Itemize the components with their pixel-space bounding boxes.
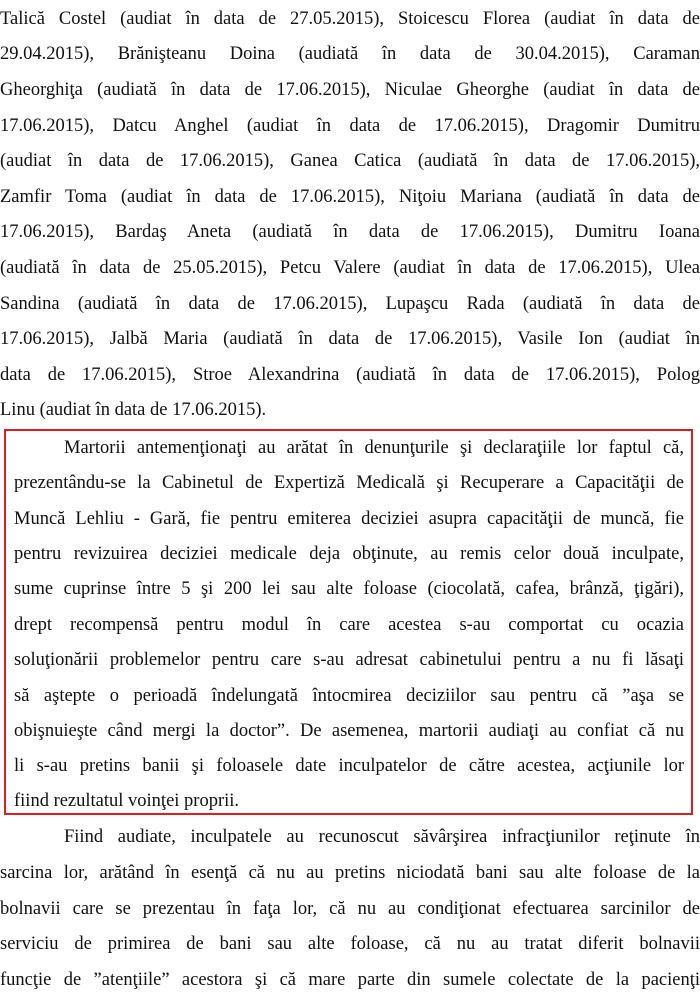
text-line: 17.06.2015), Jalbă Maria (audiată în data de 17.06.2015), Vasile Ion (audiat în	[0, 329, 700, 349]
text-line: Linu (audiat în data de 17.06.2015).	[0, 400, 267, 420]
text-line: sarcina lor, arătând în esenţă că nu au pretins niciodată bani sau alte foloase de la	[0, 863, 700, 883]
text-line: li s-au pretins banii şi foloasele date inculpatelor de către acestea, acţiunile lor	[14, 756, 684, 776]
text-line: Sandina (audiată în data de 17.06.2015), Lupaşcu Rada (audiată în data de	[0, 294, 700, 314]
text-line: Gheorghiţa (audiată în data de 17.06.2015), Niculae Gheorghe (audiat în data de	[0, 80, 700, 100]
text-line: sume cuprinse între 5 şi 200 lei sau alte foloase (ciocolată, cafea, brânză, ţigări),	[14, 579, 684, 599]
text-line: (audiată în data de 25.05.2015), Petcu Valere (audiat în data de 17.06.2015), Ulea	[0, 258, 700, 278]
text-line: prezentându-se la Cabinetul de Expertiză Medicală şi Recuperare a Capacităţii de	[14, 473, 684, 493]
text-line: data de 17.06.2015), Stroe Alexandrina (audiată în data de 17.06.2015), Polog	[0, 365, 700, 385]
text-line: Talică Costel (audiat în data de 27.05.2015), Stoicescu Florea (audiat în data de	[0, 9, 700, 29]
text-line: Martorii antemenţionaţi au arătat în denunţurile şi declaraţiile lor faptul că,	[64, 438, 684, 458]
text-line: funcţie de ”atenţiile” acestora şi că mare parte din sumele colectate de la pacienţi	[0, 970, 700, 990]
text-line: Zamfir Toma (audiat în data de 17.06.2015), Niţoiu Mariana (audiată în data de	[0, 187, 700, 207]
text-line: obişnuieşte când mergi la doctor”. De asemenea, martorii audiaţi au confiat că nu	[14, 721, 684, 741]
text-line: drept recompensă pentru modul în care acestea s-au comportat cu ocazia	[14, 615, 684, 635]
text-line: 17.06.2015), Bardaş Aneta (audiată în data de 17.06.2015), Dumitru Ioana	[0, 222, 700, 242]
text-line: 29.04.2015), Brănişteanu Doina (audiată în data de 30.04.2015), Caraman	[0, 44, 700, 64]
text-line: Fiind audiate, inculpatele au recunoscut săvârşirea infracţiunilor reţinute în	[64, 827, 700, 847]
text-line: bolnavii care se prezentau în faţa lor, că nu au condiţionat efectuarea sarcinilor de	[0, 899, 700, 919]
text-line: să aştepte o perioadă îndelungată întocmirea deciziilor sau pentru că ”aşa se	[14, 686, 684, 706]
text-line: (audiat în data de 17.06.2015), Ganea Catica (audiată în data de 17.06.2015),	[0, 151, 700, 171]
text-line: 17.06.2015), Datcu Anghel (audiat în data de 17.06.2015), Dragomir Dumitru	[0, 116, 700, 136]
text-line: Muncă Lehliu - Gară, fie pentru emiterea deciziei asupra capacităţii de muncă, fie	[14, 509, 684, 529]
text-line: pentru revizuirea deciziei medicale deja obţinute, au remis celor două inculpate,	[14, 544, 684, 564]
text-line: soluţionării problemelor pentru care s-au adresat cabinetului pentru a nu fi lăsaţi	[14, 650, 684, 670]
text-line: serviciu de primirea de bani sau alte foloase, că nu au tratat diferit bolnavii	[0, 934, 700, 954]
text-line: fiind rezultatul voinţei proprii.	[14, 791, 240, 811]
